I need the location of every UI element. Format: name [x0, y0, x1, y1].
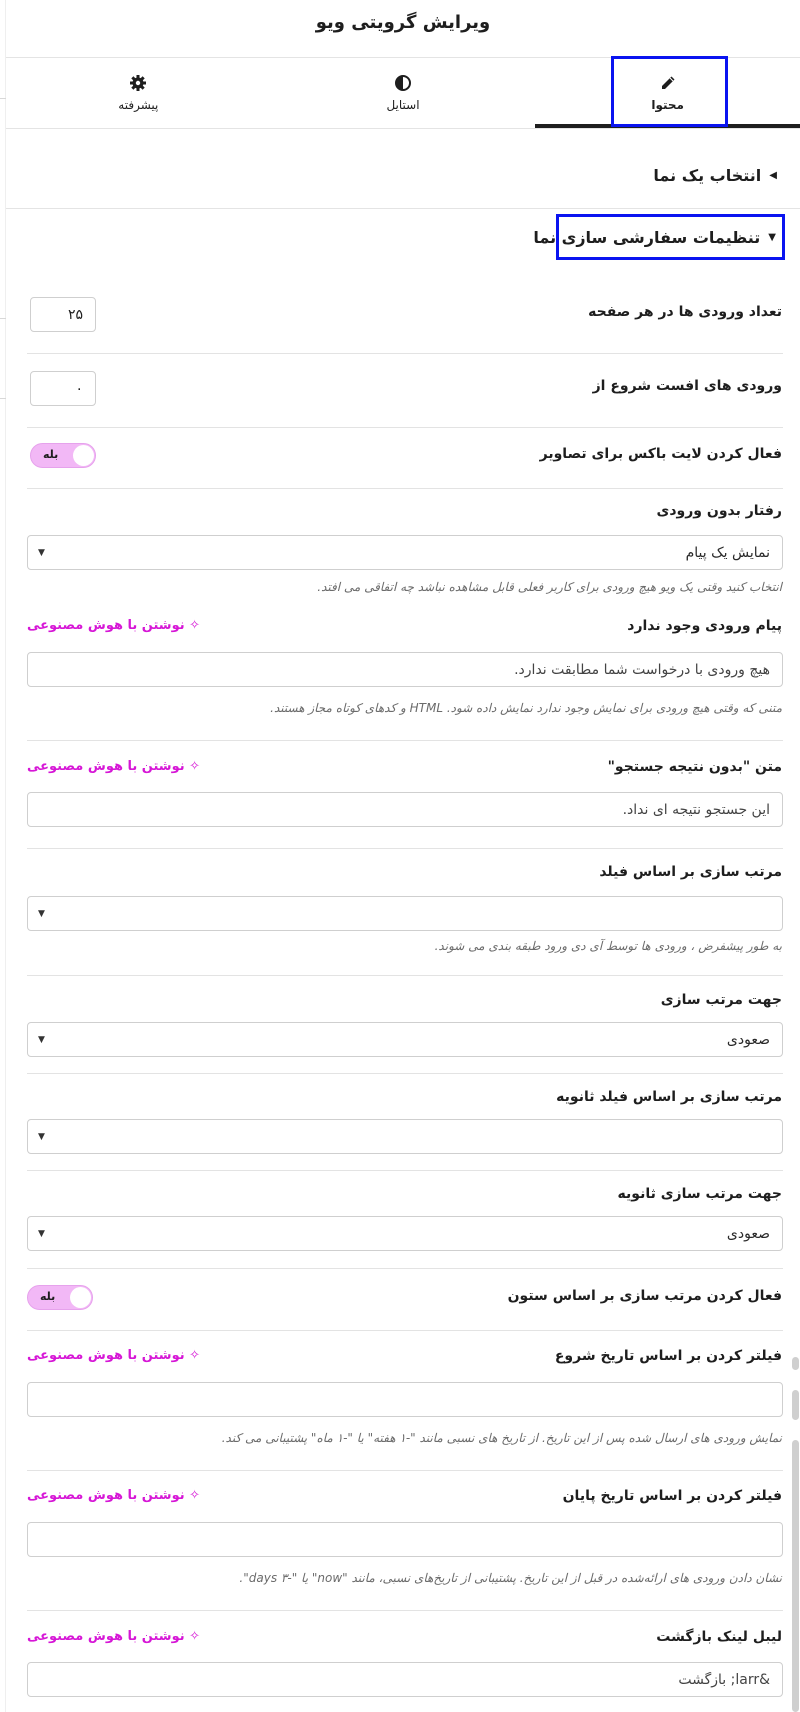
section-title: انتخاب یک نما [653, 165, 762, 185]
select-value: نمایش یک پیام [685, 544, 770, 561]
sparkle-icon: ✧ [184, 1488, 201, 1503]
caret-down-icon: ▼ [768, 231, 776, 243]
sparkle-icon: ✧ [184, 759, 201, 774]
section-divider [6, 208, 800, 209]
chevron-down-icon: ▼ [38, 1131, 45, 1142]
sort-direction-select[interactable] [27, 1022, 783, 1057]
back-link-input[interactable] [27, 1662, 783, 1697]
toggle-label: بله [43, 448, 59, 461]
row-divider [27, 975, 783, 976]
text-input[interactable] [40, 1663, 770, 1696]
back-link-label: لیبل لینک بازگشت [656, 1629, 782, 1645]
no-entries-message-help: متنی که وقتی هیچ ورودی برای نمایش وجود ندارد نمایش داده شود. HTML و کدهای کوتاه مجاز هستند. [270, 701, 782, 715]
no-entries-behavior-select[interactable] [27, 535, 783, 570]
ai-write-button[interactable]: ✧ نوشتن با هوش مصنوعی [27, 759, 201, 774]
entries-per-page-input[interactable] [30, 297, 96, 332]
row-divider [27, 1330, 783, 1331]
no-search-results-label: متن "بدون نتیجه جستجو" [607, 759, 782, 775]
toggle-knob [70, 1287, 91, 1308]
tab-advanced[interactable] [6, 57, 271, 128]
row-divider [27, 427, 783, 428]
gear-icon [129, 74, 147, 92]
select-value: صعودی [726, 1031, 770, 1048]
gravityview-editor-panel [6, 0, 800, 1712]
half-circle-icon [394, 74, 412, 92]
lightbox-label: فعال کردن لایت باکس برای تصاویر [539, 446, 782, 462]
tab-bar [6, 57, 800, 128]
chevron-down-icon: ▼ [38, 908, 45, 919]
row-divider [27, 1073, 783, 1074]
text-input[interactable] [40, 1383, 770, 1416]
tab-label: پیشرفته [118, 97, 159, 112]
section-title: تنظیمات سفارشی سازی نما [533, 227, 761, 247]
sort-field-select[interactable] [27, 896, 783, 931]
column-sorting-toggle[interactable] [27, 1285, 93, 1310]
secondary-sort-field-label: مرتب سازی بر اساس فیلد ثانویه [556, 1089, 782, 1105]
text-input[interactable] [40, 1523, 770, 1556]
row-divider [27, 1610, 783, 1611]
sparkle-icon: ✧ [184, 1629, 201, 1644]
column-sorting-label: فعال کردن مرتب سازی بر اساس ستون [507, 1288, 782, 1304]
chevron-down-icon: ▼ [38, 547, 45, 558]
ai-write-button[interactable]: ✧ نوشتن با هوش مصنوعی [27, 1629, 201, 1644]
no-entries-behavior-help: انتخاب کنید وقتی یک ویو هیچ ورودی برای کاربر فعلی قابل مشاهده نباشد چه اتفاقی می افتد. [317, 580, 782, 594]
tabs-divider [6, 128, 800, 129]
sort-field-label: مرتب سازی بر اساس فیلد [599, 864, 782, 880]
start-date-input[interactable] [27, 1382, 783, 1417]
end-date-label: فیلتر کردن بر اساس تاریخ پایان [562, 1488, 782, 1504]
ai-write-button[interactable]: ✧ نوشتن با هوش مصنوعی [27, 618, 201, 633]
scrollbar-thumb[interactable] [792, 1440, 799, 1712]
lightbox-toggle[interactable] [30, 443, 96, 468]
select-value: صعودی [726, 1225, 770, 1242]
chevron-down-icon: ▼ [38, 1228, 45, 1239]
secondary-sort-direction-select[interactable] [27, 1216, 783, 1251]
row-divider [27, 1170, 783, 1171]
ai-write-button[interactable]: ✧ نوشتن با هوش مصنوعی [27, 1488, 201, 1503]
start-date-help: نمایش ورودی های ارسال شده پس از این تاریخ. از تاریخ های نسبی مانند "-۱ هفته" یا "-۱ ماه" پشتیبانی می کند. [221, 1431, 782, 1445]
row-divider [27, 740, 783, 741]
no-entries-message-input[interactable] [27, 652, 783, 687]
start-date-label: فیلتر کردن بر اساس تاریخ شروع [554, 1348, 782, 1364]
toggle-knob [73, 445, 94, 466]
scrollbar-segment[interactable] [792, 1390, 799, 1420]
secondary-sort-direction-label: جهت مرتب سازی ثانویه [617, 1186, 782, 1202]
scrollbar-segment[interactable] [792, 1357, 799, 1370]
tab-style[interactable] [271, 57, 536, 128]
section-custom-settings[interactable] [533, 222, 776, 252]
row-divider [27, 848, 783, 849]
text-input[interactable] [40, 793, 770, 826]
row-divider [27, 1268, 783, 1269]
caret-left-icon: ◀ [769, 169, 777, 181]
sort-field-help: به طور پیشفرض ، ورودی ها توسط آی دی ورود طبقه بندی می شوند. [434, 939, 782, 953]
no-entries-behavior-label: رفتار بدون ورودی [656, 503, 782, 519]
row-divider [27, 353, 783, 354]
pencil-icon [659, 74, 677, 92]
chevron-down-icon: ▼ [38, 1034, 45, 1045]
panel-title: ویرایش گرویتی ویو [315, 12, 491, 33]
sort-direction-label: جهت مرتب سازی [660, 992, 782, 1008]
text-input[interactable] [40, 653, 770, 686]
no-entries-message-label: پیام ورودی وجود ندارد [627, 618, 782, 634]
tab-label: استایل [386, 97, 420, 112]
offset-input[interactable] [30, 371, 96, 406]
section-select-view[interactable] [653, 160, 777, 190]
end-date-input[interactable] [27, 1522, 783, 1557]
ai-write-button[interactable]: ✧ نوشتن با هوش مصنوعی [27, 1348, 201, 1363]
tab-content[interactable] [535, 57, 800, 128]
entries-per-page-label: تعداد ورودی ها در هر صفحه [588, 304, 782, 320]
row-divider [27, 1470, 783, 1471]
tab-label: محتوا [651, 97, 684, 112]
end-date-help: نشان دادن ورودی های ارائه‌شده در قبل از این تاریخ. پشتیبانی از تاریخ‌های نسبی، مانند "now" یا "-۳ days". [239, 1571, 782, 1585]
sparkle-icon: ✧ [184, 618, 201, 633]
row-divider [27, 488, 783, 489]
offset-label: ورودی های افست شروع از [592, 378, 782, 394]
toggle-label: بله [40, 1290, 56, 1303]
sparkle-icon: ✧ [184, 1348, 201, 1363]
secondary-sort-field-select[interactable] [27, 1119, 783, 1154]
no-search-results-input[interactable] [27, 792, 783, 827]
